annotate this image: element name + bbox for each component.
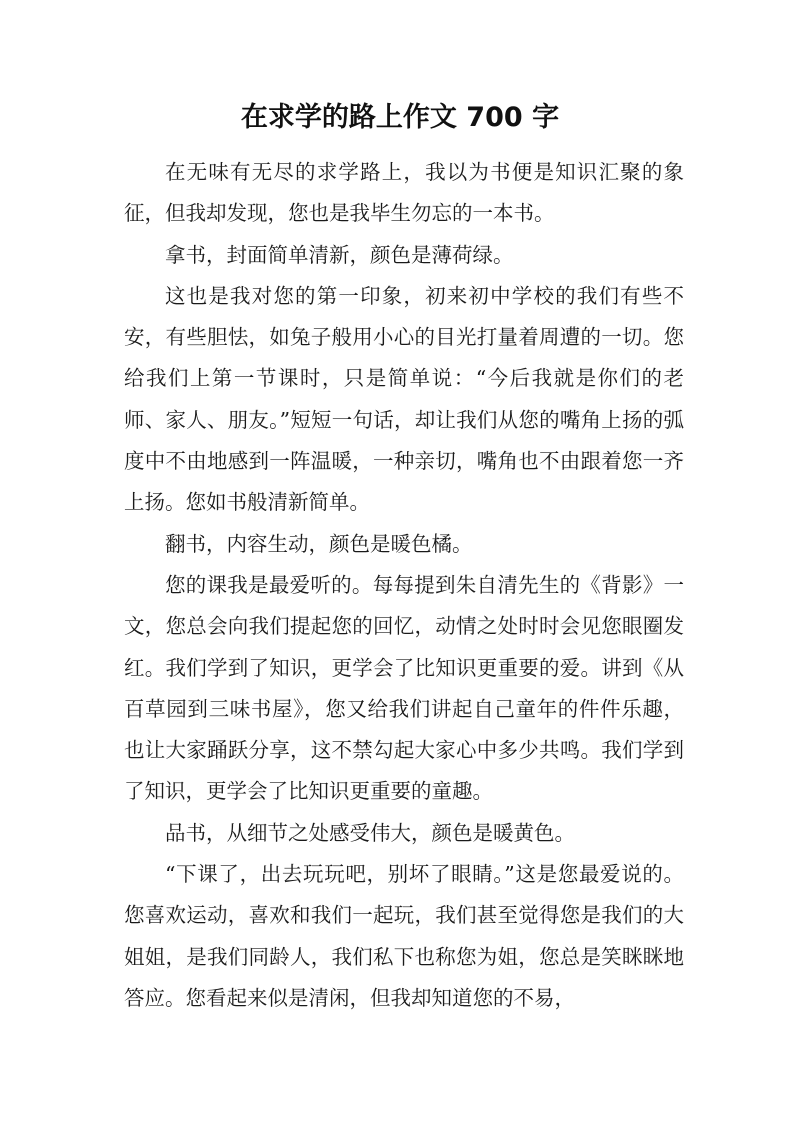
paragraph-3: 这也是我对您的第一印象，初来初中学校的我们有些不安，有些胆怯，如兔子般用小心的目光打量着周遭的一切。您给我们上第一节课时，只是简单说：“今后我就是你们的老师、家人、朋友。”短短一句话，却让我们从您的嘴角上扬的弧度中不由地感到一阵温暖，一种亲切，嘴角也不由跟着您一齐上扬。您如书般清新简单。 <box>124 283 684 515</box>
essay-body <box>124 152 684 1019</box>
paragraph-5: 您的课我是最爱听的。每每提到朱自清先生的《背影》一文，您总会向我们提起您的回忆，动情之处时时会见您眼圈发红。我们学到了知识，更学会了比知识更重要的爱。讲到《从百草园到三味书屋》，您又给我们讲起自己童年的件件乐趣，也让大家踊跃分享，这不禁勾起大家心中多少共鸣。我们学到了知识，更学会了比知识更重要的童趣。 <box>124 572 684 804</box>
paragraph-6: 品书，从细节之处感受伟大，颜色是暖黄色。 <box>165 820 575 845</box>
paragraph-7: “下课了，出去玩玩吧，别坏了眼睛。”这是您最爱说的。您喜欢运动，喜欢和我们一起玩，我们甚至觉得您是我们的大姐姐，是我们同龄人，我们私下也称您为姐，您总是笑眯眯地答应。您看起来似是清闲，但我却知道您的不易， <box>124 862 684 1010</box>
paragraph-1: 在无味有无尽的求学路上，我以为书便是知识汇聚的象征，但我却发现，您也是我毕生勿忘的一本书。 <box>124 160 684 226</box>
page-title: 在求学的路上作文 700 字 <box>240 102 560 133</box>
paragraph-2: 拿书，封面简单清新，颜色是薄荷绿。 <box>165 242 514 267</box>
paragraph-4: 翻书，内容生动，颜色是暖色橘。 <box>165 531 473 556</box>
